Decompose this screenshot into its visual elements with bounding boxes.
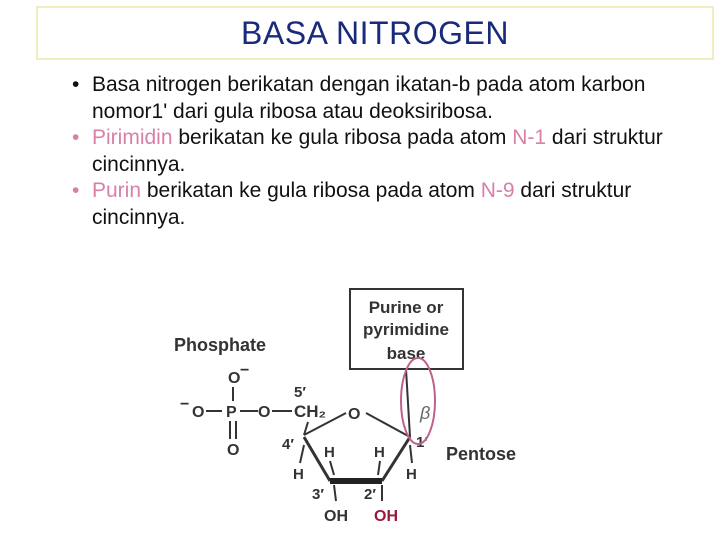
term-purin: Purin [92, 179, 142, 202]
bond-c3-c2-wedge [330, 478, 382, 484]
c2-hydroxyl: OH [374, 508, 398, 525]
atom-n1: N-1 [512, 126, 547, 149]
beta-bond-highlight [401, 358, 435, 444]
base-label-line3: base [386, 344, 426, 363]
bullet-item-3 [72, 178, 672, 231]
carbon-5-label: 5′ [294, 384, 306, 401]
bond-c1-h [410, 445, 412, 463]
phosphate-neg-top: − [240, 362, 250, 379]
pentose-label: Pentose [446, 444, 517, 464]
bond-c2-h [378, 461, 380, 475]
nucleotide-diagram [170, 285, 540, 535]
title-box [36, 6, 714, 60]
phosphate-neg-left: − [180, 396, 190, 413]
c3-hydrogen-top: H [324, 444, 335, 461]
bond-c3-h [330, 461, 334, 475]
bullet-marker: • [72, 73, 80, 96]
phosphate-o-bottom: O [227, 442, 240, 459]
bond-c3-oh [334, 485, 336, 501]
phosphate-o-right: O [258, 404, 271, 421]
base-label-line2: pyrimidine [363, 320, 449, 339]
bullet-text: Basa nitrogen berikatan dengan ikatan-b pada atom karbon nomor1' dari gula ribosa atau deoksiribosa. [92, 73, 646, 123]
phosphate-o-left: O [192, 404, 205, 421]
phosphate-p: P [226, 404, 237, 421]
bullet-marker: • [72, 179, 80, 202]
beta-symbol: β [420, 403, 431, 423]
c1-hydrogen: H [406, 466, 417, 483]
bullet-text: berikatan ke gula ribosa pada atom [172, 126, 513, 149]
phosphate-o-top: O [228, 370, 241, 387]
phosphate-label: Phosphate [174, 335, 267, 355]
bond-c1-base [406, 369, 410, 437]
bullet-text: dari struktur cincinnya. [92, 179, 632, 229]
slide-title: BASA NITROGEN [241, 14, 509, 51]
carbon-1-label: 1′ [416, 434, 428, 451]
bond-c4-h [300, 445, 304, 463]
bullet-list [72, 72, 672, 231]
base-label-line1: Purine or [368, 298, 444, 317]
carbon-4-label: 4′ [282, 436, 294, 453]
bullet-text: berikatan ke gula ribosa pada atom [141, 179, 481, 202]
carbon-2-label: 2′ [364, 486, 376, 503]
bullet-text: dari struktur cincinnya. [92, 126, 663, 176]
atom-n9: N-9 [480, 179, 515, 202]
c2-hydrogen-top: H [374, 444, 385, 461]
carbon-3-label: 3′ [312, 486, 324, 503]
bullet-item-1 [72, 72, 672, 125]
term-pirimidin: Pirimidin [92, 126, 173, 149]
c4-hydrogen: H [293, 466, 304, 483]
bullet-item-2 [72, 125, 672, 178]
ring-oxygen: O [348, 406, 361, 423]
bullet-marker: • [72, 126, 80, 149]
ch2-label: CH₂ [294, 402, 327, 421]
c3-hydroxyl: OH [324, 508, 348, 525]
